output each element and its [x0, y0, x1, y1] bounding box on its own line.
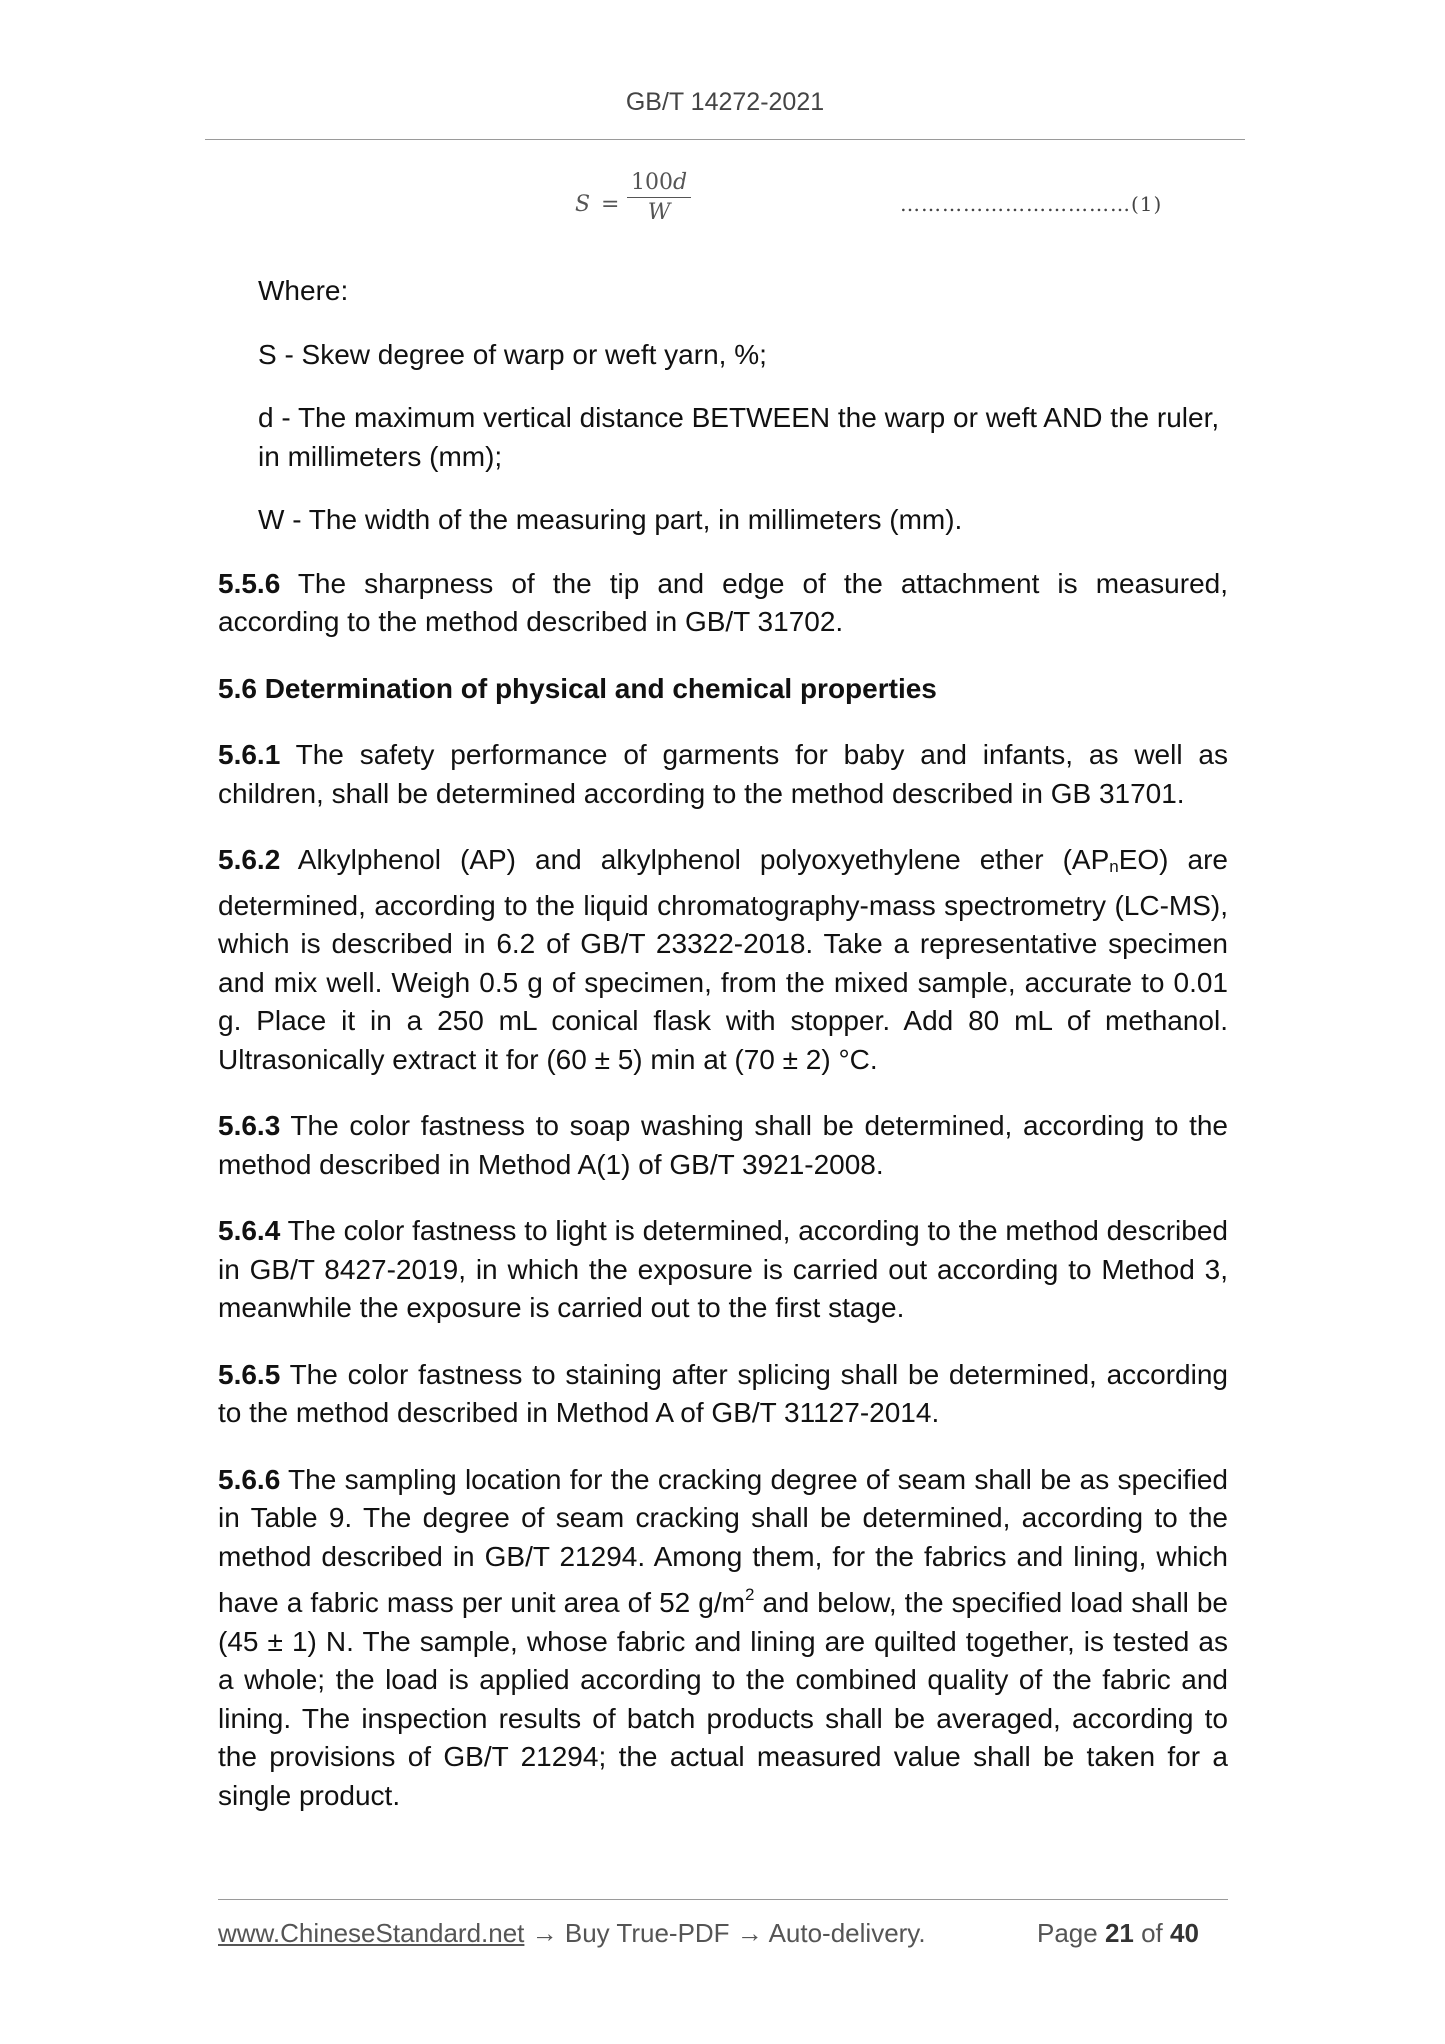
definition-w: W - The width of the measuring part, in millimeters (mm). — [258, 504, 963, 535]
clause-number: 5.6.1 — [218, 739, 281, 770]
formula-lhs: S — [575, 192, 591, 217]
superscript-2: 2 — [744, 1585, 755, 1604]
clause-5-6-2 — [218, 841, 1228, 1079]
footer-left — [218, 1918, 926, 1949]
footer-tagline: → Buy True-PDF → Auto-delivery. — [524, 1918, 926, 1948]
clause-text: The sampling location for the cracking degree of seam shall be as specified in Table 9. The degree of seam cracking shall be determined, according to the method described in GB/T 21294. Among them, for the fabrics and lining, which have a fabric mass per unit area of 52 g/m — [218, 1463, 1228, 1618]
clause-5-6-1 — [218, 736, 1228, 813]
clause-number: 5.6.5 — [218, 1358, 281, 1390]
section-heading-text: 5.6 Determination of physical and chemical properties — [218, 672, 937, 704]
clause-text: The safety performance of garments for baby and infants, as well as children, shall be determined according to the method described in GB 31701. — [218, 739, 1228, 809]
definition-d: d - The maximum vertical distance BETWEEN the warp or weft AND the ruler, in millimeters (mm); — [258, 402, 1220, 472]
page-label: Page — [1037, 1918, 1105, 1948]
clause-text: The color fastness to light is determined, according to the method described in GB/T 8427-2019, in which the exposure is carried out according to Method 3, meanwhile the exposure is carried out to the first stage. — [218, 1215, 1228, 1323]
clause-text-cont: and below, the specified load shall be (45 ± 1) N. The sample, whose fabric and lining are quilted together, is tested as a whole; the load is applied according to the combined quality of the fabric and lining. The inspection results of batch products shall be averaged, according to the provisions of GB/T 21294; the actual measured value shall be taken for a single product. — [218, 1587, 1228, 1811]
section-heading-5-6 — [218, 670, 1228, 709]
numerator-variable: d — [672, 170, 688, 195]
formula-number: ……………………………(1) — [900, 192, 1163, 216]
clause-text: Alkylphenol (AP) and alkylphenol polyoxyethylene ether (AP — [280, 844, 1110, 875]
formula-equals: = — [601, 192, 620, 217]
clause-5-6-6 — [218, 1461, 1228, 1816]
page-indicator — [1037, 1918, 1199, 1949]
total-pages: 40 — [1170, 1918, 1199, 1948]
subscript-n: n — [1109, 857, 1119, 876]
formula-denominator: W — [647, 200, 671, 225]
website-link[interactable]: www.ChineseStandard.net — [218, 1918, 525, 1948]
fraction-bar — [627, 197, 691, 198]
clause-5-6-3 — [218, 1107, 1228, 1184]
clause-5-5-6 — [218, 565, 1228, 642]
clause-text: The color fastness to staining after splicing shall be determined, according to the method described in Method A of GB/T 31127-2014. — [218, 1358, 1228, 1428]
clause-text: The color fastness to soap washing shall be determined, according to the method described in Method A(1) of GB/T 3921-2008. — [218, 1110, 1228, 1180]
footer-divider — [218, 1899, 1228, 1900]
of-label: of — [1133, 1918, 1171, 1948]
formula-fraction — [627, 170, 691, 225]
clause-5-6-4 — [218, 1212, 1228, 1328]
clause-number: 5.6.6 — [218, 1463, 281, 1495]
clause-number: 5.6.3 — [218, 1110, 281, 1141]
clause-text: The sharpness of the tip and edge of the attachment is measured, according to the method described in GB/T 31702. — [218, 567, 1228, 637]
page-header: GB/T 14272-2021 — [625, 88, 825, 116]
current-page: 21 — [1104, 1918, 1134, 1948]
document-body — [218, 272, 1228, 1843]
numerator-number: 100 — [630, 170, 673, 195]
where-label: Where: — [258, 275, 349, 306]
clause-number: 5.6.4 — [218, 1215, 281, 1246]
clause-5-6-5 — [218, 1356, 1228, 1433]
clause-text-cont: EO) are determined, according to the liquid chromatography-mass spectrometry (LC-MS), which is described in 6.2 of GB/T 23322-2018. Take a representative specimen and mix well. Weigh 0.5 g of specimen, from the mixed sample, accurate to 0.01 g. Place it in a 250 mL conical flask with stopper. Add 80 mL of methanol. Ultrasonically extract it for (60 ± 5) min at (70 ± 2) °C. — [218, 844, 1228, 1075]
clause-number: 5.5.6 — [218, 567, 281, 599]
formula-numerator — [627, 170, 691, 195]
definition-s: S - Skew degree of warp or weft yarn, %; — [258, 338, 767, 370]
header-divider — [205, 139, 1245, 140]
clause-number: 5.6.2 — [218, 844, 281, 875]
